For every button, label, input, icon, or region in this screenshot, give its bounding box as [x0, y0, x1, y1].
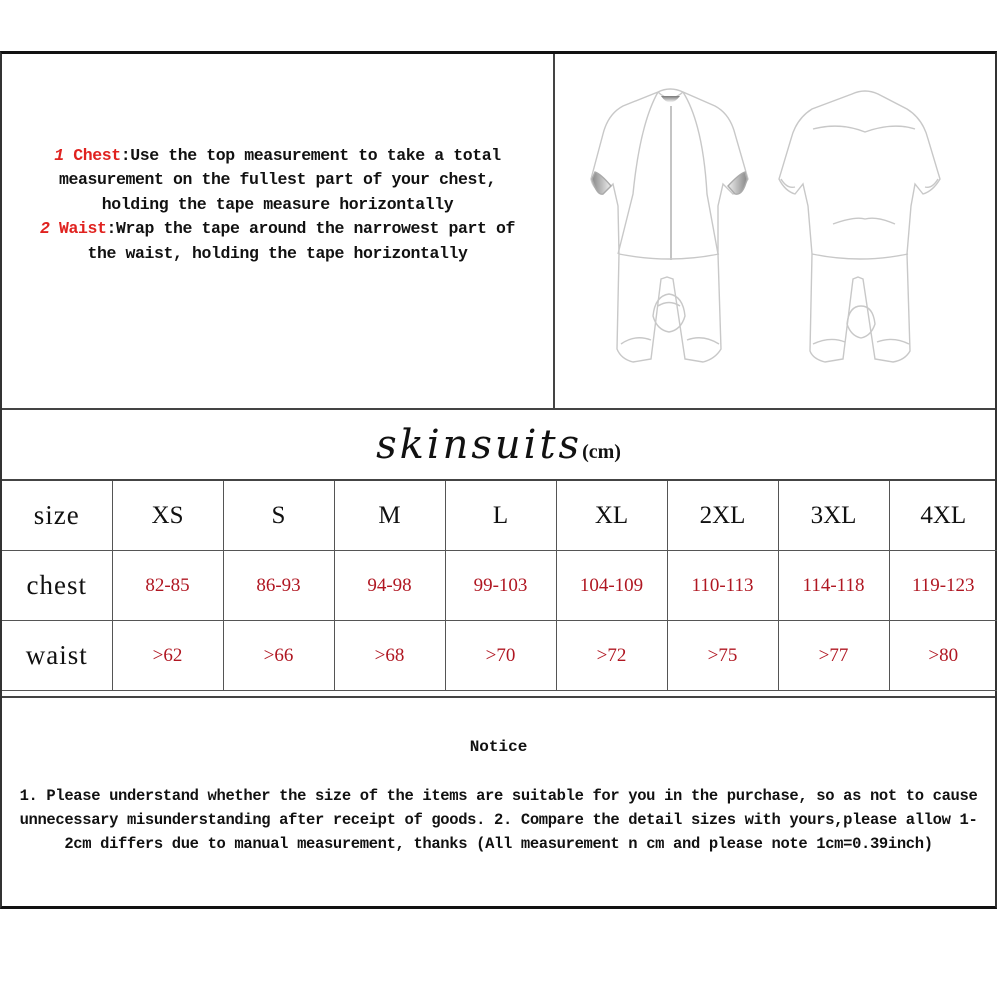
waist-line-2: the waist, holding the tape horizontally — [87, 243, 468, 263]
chest-value: 82-85 — [112, 551, 223, 621]
size-header: M — [334, 481, 445, 551]
chest-value: 110-113 — [667, 551, 778, 621]
chest-value: 104-109 — [556, 551, 667, 621]
skinsuit-front-icon — [591, 89, 748, 362]
notice-title: Notice — [469, 738, 528, 756]
notice-body: 1. Please understand whether the size of the items are suitable for you in the purchase, so as not to cause unnecessary misunderstanding after receipt of goods. 2. Compare the detail sizes with yours,please allow 1-2cm differs due to manual measurement, thanks (All measurement n cm and please note 1cm=0.39inch) — [19, 787, 978, 853]
table-row-size — [2, 481, 997, 551]
waist-value: >68 — [334, 621, 445, 691]
size-chart-frame — [0, 51, 997, 909]
chart-title — [2, 410, 995, 481]
chest-value: 94-98 — [334, 551, 445, 621]
row-label-size: size — [2, 481, 112, 551]
waist-text: :Wrap the tape around the narrowest part of — [106, 219, 516, 239]
skinsuit-back-icon — [779, 91, 940, 362]
waist-value: >72 — [556, 621, 667, 691]
chest-value: 119-123 — [889, 551, 997, 621]
chest-text: :Use the top measurement to take a total — [120, 145, 501, 165]
size-header: L — [445, 481, 556, 551]
chest-value: 114-118 — [778, 551, 889, 621]
waist-value: >62 — [112, 621, 223, 691]
waist-label: Waist — [58, 219, 107, 239]
chest-value: 86-93 — [223, 551, 334, 621]
title-main: skinsuits — [376, 422, 583, 468]
size-header: 3XL — [778, 481, 889, 551]
row-label-waist: waist — [2, 621, 112, 691]
top-section — [2, 54, 995, 410]
size-header: XS — [112, 481, 223, 551]
title-unit: (cm) — [582, 441, 621, 463]
size-header: 2XL — [667, 481, 778, 551]
size-header: XL — [556, 481, 667, 551]
chest-value: 99-103 — [445, 551, 556, 621]
row-label-chest: chest — [2, 551, 112, 621]
measurement-instructions — [2, 54, 555, 408]
waist-value: >70 — [445, 621, 556, 691]
chest-line-2: measurement on the fullest part of your chest, — [58, 170, 497, 190]
skinsuit-illustration — [555, 54, 995, 408]
waist-line-1 — [40, 217, 515, 242]
chest-label: Chest — [73, 145, 121, 165]
chest-line-1 — [40, 144, 515, 169]
size-header: S — [223, 481, 334, 551]
waist-value: >75 — [667, 621, 778, 691]
table-row-waist — [2, 621, 997, 691]
size-header: 4XL — [889, 481, 997, 551]
waist-value: >66 — [223, 621, 334, 691]
size-table — [2, 481, 997, 691]
waist-number: 2 — [39, 219, 50, 239]
instructions-text — [40, 144, 515, 267]
notice-section — [2, 696, 995, 908]
skinsuit-drawing — [555, 54, 997, 408]
waist-value: >80 — [889, 621, 997, 691]
chest-number: 1 — [54, 145, 64, 165]
chest-line-3: holding the tape measure horizontally — [101, 194, 454, 214]
waist-value: >77 — [778, 621, 889, 691]
table-row-chest — [2, 551, 997, 621]
